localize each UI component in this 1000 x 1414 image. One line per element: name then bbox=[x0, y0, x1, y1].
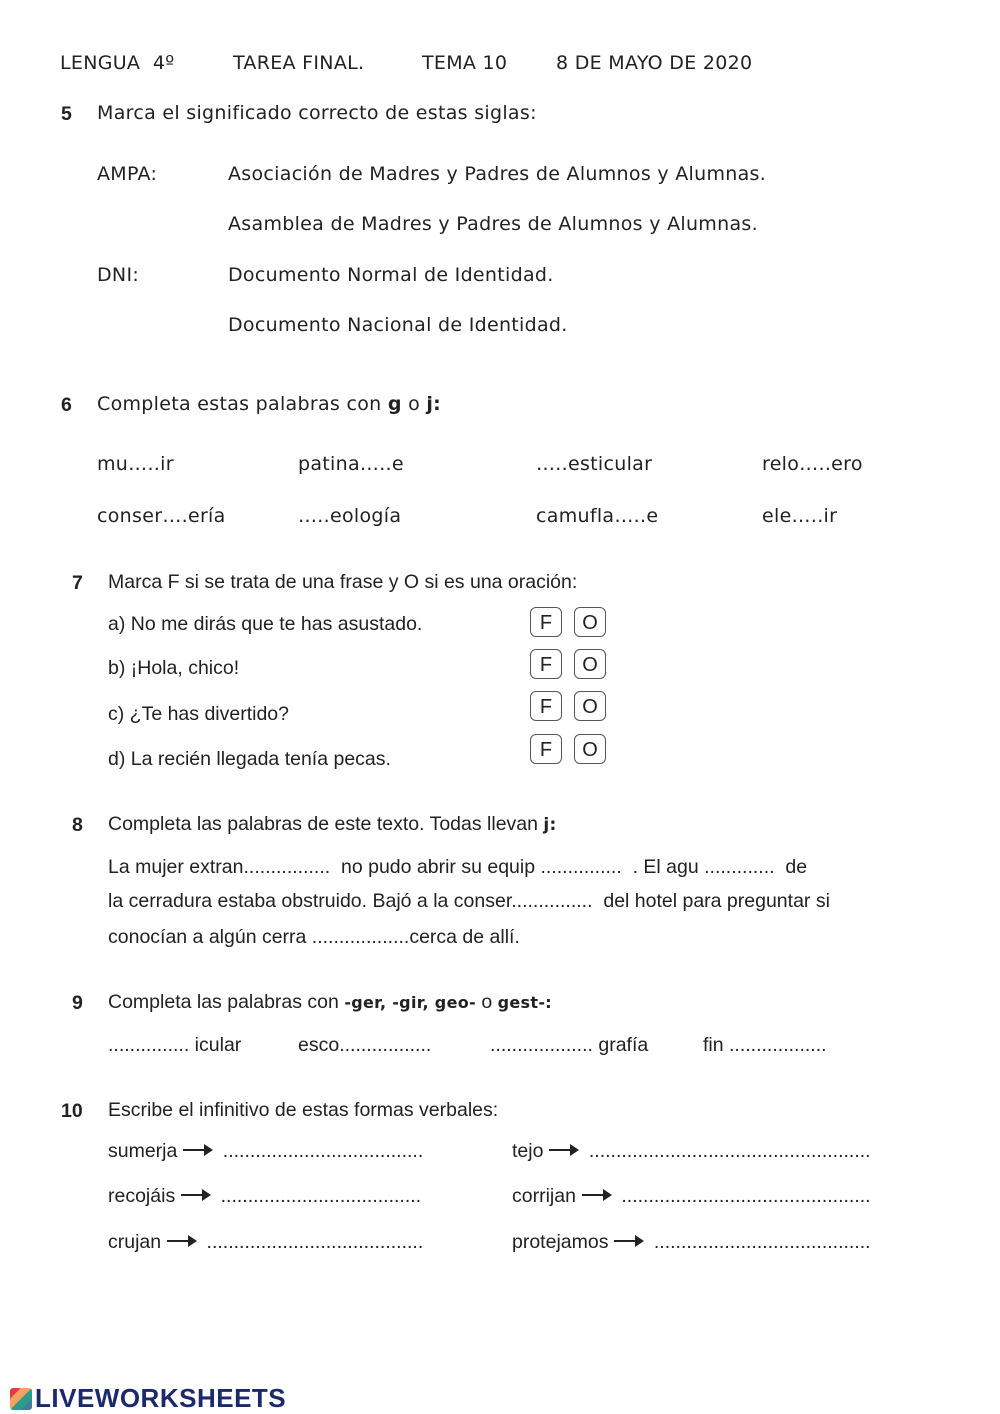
ex10-blank[interactable]: .............................................. bbox=[621, 1185, 871, 1207]
ex10-blank[interactable]: ........................................ bbox=[206, 1231, 424, 1253]
ex7-item-c: c) ¿Te has divertido? bbox=[108, 703, 289, 725]
header-task: TAREA FINAL. bbox=[233, 52, 365, 74]
ex7-number: 7 bbox=[72, 572, 83, 594]
ex9-instruction bbox=[108, 991, 552, 1014]
ex9-word-2[interactable]: esco................. bbox=[298, 1034, 432, 1056]
ex7-o-box-d[interactable]: O bbox=[574, 734, 606, 764]
ex7-f-box-b[interactable]: F bbox=[530, 649, 562, 679]
logo-text: LIVEWORKSHEETS bbox=[35, 1383, 287, 1413]
ex7-instruction: Marca F si se trata de una frase y O si es una oración: bbox=[108, 571, 578, 593]
ex9-word-4[interactable]: fin .................. bbox=[703, 1034, 827, 1056]
ex7-item-d: d) La recién llegada tenía pecas. bbox=[108, 748, 391, 770]
ex9-instruction-text: Completa las palabras con bbox=[108, 991, 339, 1013]
ex10-right-row-1 bbox=[512, 1140, 871, 1163]
arrow-right-icon bbox=[167, 1240, 195, 1242]
header-topic: TEMA 10 bbox=[422, 52, 508, 74]
ex7-f-box-d[interactable]: F bbox=[530, 734, 562, 764]
ex7-o-box-c[interactable]: O bbox=[574, 691, 606, 721]
header-subject: LENGUA 4º bbox=[60, 52, 175, 74]
ex7-o-box-a[interactable]: O bbox=[574, 607, 606, 637]
ex10-word: recojáis bbox=[108, 1185, 176, 1207]
ex10-word: sumerja bbox=[108, 1140, 178, 1162]
ex6-letter-g: g bbox=[387, 393, 402, 415]
ex6-word-5[interactable]: conser….ería bbox=[97, 505, 226, 527]
ex6-word-8[interactable]: ele…..ir bbox=[762, 505, 838, 527]
ex10-instruction: Escribe el infinitivo de estas formas verbales: bbox=[108, 1099, 499, 1121]
ex9-word-1[interactable]: ............... icular bbox=[108, 1034, 242, 1056]
ex8-line-3[interactable]: conocían a algún cerra ..................cerca de allí. bbox=[108, 926, 520, 948]
ex8-instruction-bold: j: bbox=[543, 815, 557, 835]
ex7-f-box-c[interactable]: F bbox=[530, 691, 562, 721]
liveworksheets-logo bbox=[10, 1383, 286, 1414]
ex6-connector: o bbox=[408, 393, 421, 415]
ex7-o-box-b[interactable]: O bbox=[574, 649, 606, 679]
ex6-word-6[interactable]: …..eología bbox=[298, 505, 402, 527]
ex9-last-suffix: gest-: bbox=[497, 993, 552, 1012]
liveworksheets-badge-icon bbox=[10, 1388, 32, 1410]
ex10-number: 10 bbox=[61, 1100, 83, 1122]
ex9-connector: o bbox=[481, 991, 493, 1013]
ex10-blank[interactable]: ..................................... bbox=[220, 1185, 422, 1207]
ex10-word: tejo bbox=[512, 1140, 544, 1162]
ex6-number: 6 bbox=[61, 394, 72, 416]
ex6-word-7[interactable]: camufla…..e bbox=[536, 505, 659, 527]
ex10-blank[interactable]: ........................................ bbox=[653, 1231, 871, 1253]
ex8-line-1[interactable]: La mujer extran................ no pudo abrir su equip ............... . El agu ............. de bbox=[108, 856, 808, 878]
arrow-right-icon bbox=[582, 1194, 610, 1196]
ex5-acronym-ampa: AMPA: bbox=[97, 163, 158, 185]
ex8-instruction bbox=[108, 813, 557, 836]
ex5-option-ampa-2[interactable]: Asamblea de Madres y Padres de Alumnos y Alumnas. bbox=[228, 213, 758, 235]
ex5-acronym-dni: DNI: bbox=[97, 264, 140, 286]
arrow-right-icon bbox=[614, 1240, 642, 1242]
ex10-left-row-1 bbox=[108, 1140, 423, 1163]
ex9-suffixes: -ger, -gir, geo- bbox=[344, 993, 476, 1012]
ex5-option-ampa-1[interactable]: Asociación de Madres y Padres de Alumnos y Alumnas. bbox=[228, 163, 767, 185]
ex10-left-row-2 bbox=[108, 1185, 421, 1208]
ex8-number: 8 bbox=[72, 814, 83, 836]
ex5-option-dni-1[interactable]: Documento Normal de Identidad. bbox=[228, 264, 554, 286]
ex10-right-row-2 bbox=[512, 1185, 871, 1208]
ex9-number: 9 bbox=[72, 992, 83, 1014]
ex7-item-a: a) No me dirás que te has asustado. bbox=[108, 613, 423, 635]
arrow-right-icon bbox=[181, 1194, 209, 1196]
arrow-right-icon bbox=[549, 1149, 577, 1151]
ex10-blank[interactable]: .................................................... bbox=[588, 1140, 871, 1162]
arrow-right-icon bbox=[183, 1149, 211, 1151]
ex10-blank[interactable]: ..................................... bbox=[222, 1140, 424, 1162]
ex10-left-row-3 bbox=[108, 1231, 423, 1254]
ex5-number: 5 bbox=[61, 103, 72, 125]
ex6-word-4[interactable]: relo…..ero bbox=[762, 453, 863, 475]
ex8-instruction-text: Completa las palabras de este texto. Todas llevan bbox=[108, 813, 538, 835]
ex5-instruction: Marca el significado correcto de estas siglas: bbox=[97, 102, 537, 124]
ex6-instruction-text: Completa estas palabras con bbox=[97, 393, 382, 415]
ex7-item-b: b) ¡Hola, chico! bbox=[108, 657, 240, 679]
ex6-word-3[interactable]: …..esticular bbox=[536, 453, 653, 475]
ex10-word: protejamos bbox=[512, 1231, 609, 1253]
ex8-line-2[interactable]: la cerradura estaba obstruido. Bajó a la conser............... del hotel para preguntar si bbox=[108, 890, 830, 912]
ex5-option-dni-2[interactable]: Documento Nacional de Identidad. bbox=[228, 314, 568, 336]
ex6-instruction bbox=[97, 393, 441, 415]
ex10-word: crujan bbox=[108, 1231, 162, 1253]
header-date: 8 DE MAYO DE 2020 bbox=[556, 52, 753, 74]
ex10-right-row-3 bbox=[512, 1231, 871, 1254]
ex7-f-box-a[interactable]: F bbox=[530, 607, 562, 637]
ex6-word-1[interactable]: mu…..ir bbox=[97, 453, 174, 475]
ex9-word-3[interactable]: ................... grafía bbox=[490, 1034, 649, 1056]
ex10-word: corrijan bbox=[512, 1185, 576, 1207]
ex6-letter-j: j: bbox=[426, 393, 442, 415]
ex6-word-2[interactable]: patina…..e bbox=[298, 453, 404, 475]
